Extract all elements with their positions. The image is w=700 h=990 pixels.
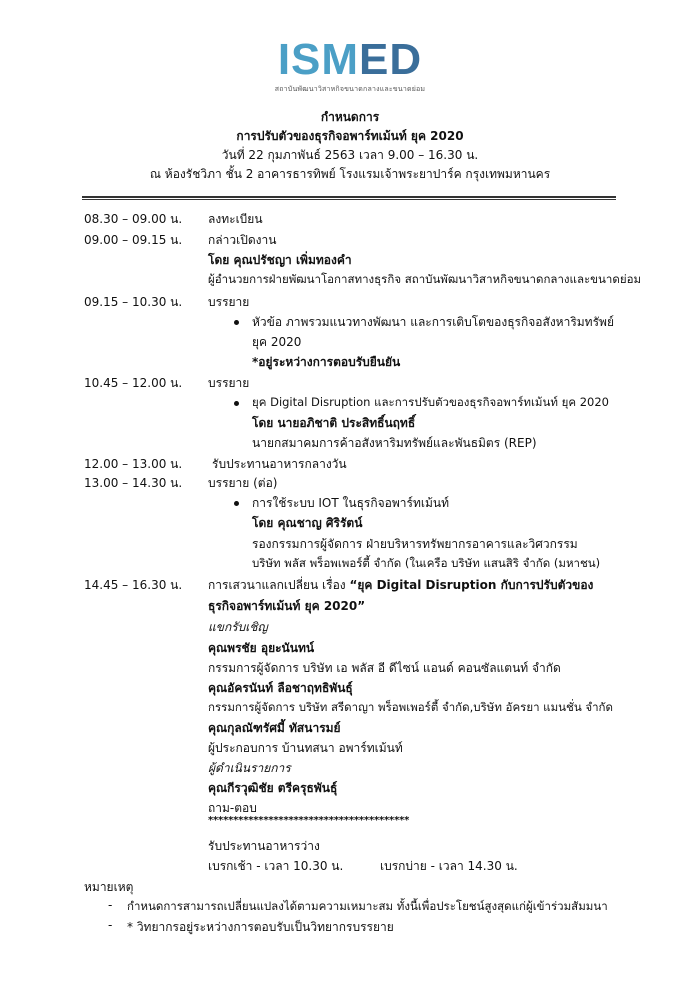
- speaker-role: นายกสมาคมการค้าอสังหาริมทรัพย์และพันธมิตร (REP): [252, 436, 537, 450]
- bullet-icon: [234, 320, 239, 325]
- logo-wordmark: ISMED: [277, 35, 423, 84]
- time-slot: 09.00 – 09.15 น.: [84, 233, 183, 247]
- time-slot: 12.00 – 13.00 น.: [84, 457, 183, 471]
- speaker-name: โดย คุณชาญ ศิริรัตน์: [252, 516, 363, 530]
- panel-title-cont: ธุรกิจอพาร์ทเม้นท์ ยุค 2020”: [208, 599, 366, 613]
- event-title: การปรับตัวของธุรกิจอพาร์ทเม้นท์ ยุค 2020: [236, 129, 464, 143]
- topic-text: หัวข้อ ภาพรวมแนวทางพัฒนา และการเติบโตของธุรกิจอสังหาริมทรัพย์: [252, 315, 614, 329]
- header-rule-thin: [82, 199, 616, 200]
- pending-note: *อยู่ระหว่างการตอบรับยืนยัน: [252, 355, 401, 369]
- time-slot: 09.15 – 10.30 น.: [84, 295, 183, 309]
- logo-subtitle: สถาบันพัฒนาวิสาหกิจขนาดกลางและขนาดย่อม: [274, 85, 426, 93]
- agenda-item: บรรยาย: [208, 376, 250, 390]
- time-slot: 10.45 – 12.00 น.: [84, 376, 183, 390]
- speaker-company: บริษัท พลัส พร็อพเพอร์ตี้ จำกัด (ในเครือ บริษัท แสนสิริ จำกัด (มหาชน): [252, 556, 601, 570]
- note-dash: -: [108, 918, 113, 932]
- topic-text-cont: ยุค 2020: [252, 335, 302, 349]
- morning-break: เบรกเช้า - เวลา 10.30 น.: [208, 859, 344, 873]
- agenda-item: บรรยาย (ต่อ): [208, 476, 278, 490]
- agenda-item: บรรยาย: [208, 295, 250, 309]
- time-slot: 13.00 – 14.30 น.: [84, 476, 183, 490]
- panel-title: การเสวนาแลกเปลี่ยน เรื่อง “ยุค Digital Disruption กับการปรับตัวของ: [208, 578, 594, 592]
- guests-label: แขกรับเชิญ: [208, 620, 268, 634]
- closing-item: รับประทานอาหารว่าง: [208, 839, 320, 853]
- guest-role: ผู้ประกอบการ บ้านทสนา อพาร์ทเม้นท์: [208, 741, 403, 755]
- bullet-icon: [234, 401, 239, 406]
- separator-stars: ****************************************: [208, 815, 410, 826]
- agenda-item: รับประทานอาหารกลางวัน: [212, 457, 347, 471]
- schedule-heading: กำหนดการ: [320, 110, 380, 124]
- guest-name: คุณอัครนันท์ ลือชาฤทธิพันธุ์: [208, 681, 353, 695]
- bullet-icon: [234, 501, 239, 506]
- note-item: กำหนดการสามารถเปลี่ยนแปลงได้ตามความเหมาะสม ทั้งนี้เพื่อประโยชน์สูงสุดแก่ผู้เข้าร่วมสัมมนา: [127, 899, 608, 913]
- notes-heading: หมายเหตุ: [84, 880, 134, 894]
- guest-name: คุณกุลณัฑรัศมี้ ทัสนารมย์: [208, 721, 341, 735]
- speaker-role: ผู้อำนวยการฝ่ายพัฒนาโอกาสทางธุรกิจ สถาบันพัฒนาวิสาหกิจขนาดกลางและขนาดย่อม: [208, 272, 642, 286]
- afternoon-break: เบรกบ่าย - เวลา 14.30 น.: [380, 859, 518, 873]
- agenda-item: ลงทะเบียน: [208, 212, 263, 226]
- moderator-name: คุณกีรวุฒิชัย ตรีครุธพันธุ์: [208, 781, 338, 795]
- topic-text: การใช้ระบบ IOT ในธุรกิจอพาร์ทเม้นท์: [252, 496, 449, 510]
- guest-role: กรรมการผู้จัดการ บริษัท สรีดาญา พร็อพเพอร์ตี้ จำกัด,บริษัท อัครยา แมนชั่น จำกัด: [208, 700, 613, 714]
- ismed-logo: [0, 35, 700, 95]
- agenda-item: กล่าวเปิดงาน: [208, 233, 277, 247]
- note-dash: -: [108, 898, 113, 912]
- time-slot: 08.30 – 09.00 น.: [84, 212, 183, 226]
- header-rule: [82, 196, 616, 198]
- topic-text: ยุค Digital Disruption และการปรับตัวของธุรกิจอพาร์ทเม้นท์ ยุค 2020: [252, 395, 609, 409]
- speaker-role: รองกรรมการผู้จัดการ ฝ่ายบริหารทรัพยากรอาคารและวิศวกรรม: [252, 537, 578, 551]
- speaker-name: โดย นายอภิชาติ ประสิทธิ์นฤทธิ์: [252, 416, 416, 430]
- note-item: * วิทยากรอยู่ระหว่างการตอบรับเป็นวิทยากรบรรยาย: [127, 920, 394, 934]
- event-date: วันที่ 22 กุมภาพันธ์ 2563 เวลา 9.00 – 16.30 น.: [221, 148, 479, 162]
- speaker-name: โดย คุณปรัชญา เพิ่มทองคำ: [208, 253, 352, 267]
- event-venue: ณ ห้องรัชวิภา ชั้น 2 อาคารธารทิพย์ โรงแรมเจ้าพระยาปาร์ค กรุงเทพมหานคร: [149, 167, 551, 181]
- moderator-label: ผู้ดำเนินรายการ: [208, 761, 291, 775]
- qa-item: ถาม-ตอบ: [208, 801, 257, 815]
- guest-name: คุณพรชัย อุยะนันทน์: [208, 641, 315, 655]
- time-slot: 14.45 – 16.30 น.: [84, 578, 183, 592]
- guest-role: กรรมการผู้จัดการ บริษัท เอ พลัส อี ดีไซน์ แอนด์ คอนซัลแตนท์ จำกัด: [208, 661, 561, 675]
